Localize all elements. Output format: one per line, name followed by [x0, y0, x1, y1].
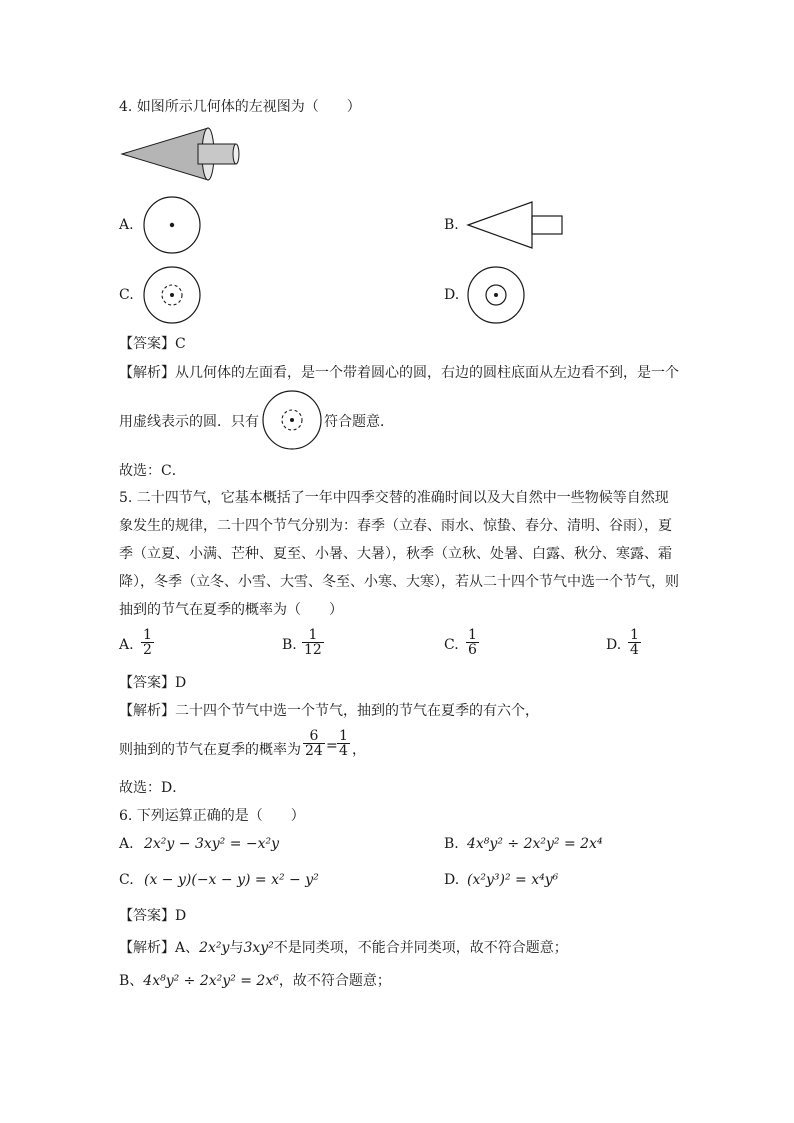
q6-analysis-a-mid: 与 [229, 940, 244, 956]
q5-option-a-label: A. [119, 637, 134, 653]
q5-stem-line3: 季（立夏、小满、芒种、夏至、小暑、大暑），秋季（立秋、处暑、白露、秋分、寒露、霜 [119, 546, 672, 562]
q5-analysis-frac1-num: 6 [309, 728, 319, 744]
q4-answer: 【答案】C [119, 336, 186, 352]
q4-analysis-line2b: 符合题意． [324, 414, 394, 430]
q6-option-c-label: C. [119, 872, 134, 888]
q5-answer: 【答案】D [119, 675, 187, 691]
q4-analysis-inline-figure [261, 389, 323, 451]
q6-option-d-expr: (x²y³)² = x⁴y⁶ [467, 872, 559, 888]
q4-option-d-label: D. [444, 287, 460, 303]
q5-stem-line2: 象发生的规律，二十四个节气分别为：春季（立春、雨水、惊蛰、春分、清明、谷雨），夏 [119, 518, 672, 534]
q5-option-a-den: 2 [143, 642, 152, 658]
q4-option-b-label: B. [444, 217, 459, 233]
q5-option-b-num: 1 [308, 627, 318, 643]
q5-analysis-fraction-1 [303, 729, 325, 758]
q5-option-c-label: C. [444, 637, 459, 653]
q5-option-d-den: 4 [630, 642, 639, 658]
q6-analysis-b-prefix: B、 [119, 973, 144, 989]
q6-option-a-expr: 2x²y − 3xy² = −x²y [144, 836, 280, 852]
q6-option-a-label: A. [119, 836, 134, 852]
q4-analysis-line2a: 用虚线表示的圆．只有 [119, 414, 259, 430]
q6-analysis-b-expr: 4x⁸y² ÷ 2x²y² = 2x⁶ [143, 973, 279, 989]
q6-option-c-expr: (x − y)(−x − y) = x² − y² [144, 872, 319, 888]
q6-analysis-a [119, 937, 568, 957]
q4-conclusion: 故选：C． [119, 463, 186, 479]
q5-option-d-num: 1 [630, 627, 639, 643]
q4-option-b-figure [466, 200, 566, 250]
q6-analysis-a-prefix: 【解析】A、 [119, 940, 200, 956]
q4-analysis-line1: 【解析】从几何体的左面看，是一个带着圆心的圆，右边的圆柱底面从左边看不到，是一个 [119, 365, 679, 381]
q5-option-c-fraction [466, 628, 479, 657]
q5-option-b-fraction [302, 628, 324, 657]
q6-analysis-b [119, 970, 391, 990]
q4-option-a-figure [142, 195, 202, 255]
q5-analysis-comma: ， [352, 742, 366, 758]
q6-analysis-a-suffix: 不是同类项，不能合并同类项，故不符合题意； [273, 940, 568, 956]
q5-stem-line1: 5. 二十四节气，它基本概括了一年中四季交替的准确时间以及大自然中一些物候等自然现 [119, 490, 669, 506]
q6-analysis-a-expr1: 2x²y [199, 940, 230, 956]
q6-answer: 【答案】D [119, 908, 187, 924]
q5-option-b-label: B. [282, 637, 297, 653]
q4-option-d-figure [466, 265, 526, 325]
q5-option-a-num: 1 [143, 627, 152, 643]
q4-option-a-label: A. [119, 217, 134, 233]
q5-option-d-fraction [628, 628, 641, 657]
q5-analysis-frac1-den: 24 [305, 743, 323, 759]
q6-stem: 6. 下列运算正确的是（ ） [119, 808, 305, 824]
q5-analysis-line1: 【解析】二十四个节气中选一个节气，抽到的节气在夏季的有六个， [119, 703, 539, 719]
q6-option-b-expr: 4x⁸y² ÷ 2x²y² = 2x⁴ [467, 836, 603, 852]
q4-option-c-figure [142, 265, 202, 325]
q5-stem-line5: 抽到的节气在夏季的概率为（ ） [119, 602, 343, 618]
q6-analysis-a-expr2: 3xy² [243, 940, 274, 956]
q5-analysis-frac2-num: 1 [339, 728, 348, 744]
q5-analysis-line2: 则抽到的节气在夏季的概率为 [119, 742, 301, 758]
q4-option-c-label: C. [119, 287, 134, 303]
q4-solid-figure [118, 124, 248, 188]
q5-analysis-fraction-2 [337, 729, 350, 758]
q5-option-a-fraction [141, 628, 154, 657]
q5-option-b-den: 12 [304, 642, 322, 658]
q4-stem: 4. 如图所示几何体的左视图为（ ） [119, 99, 361, 115]
q5-option-c-den: 6 [468, 642, 477, 658]
q5-analysis-equals: = [326, 738, 338, 754]
q5-option-c-num: 1 [468, 627, 477, 643]
q5-conclusion: 故选：D． [119, 780, 187, 796]
q5-option-d-label: D. [606, 637, 622, 653]
q6-option-b-label: B. [444, 836, 459, 852]
q5-analysis-frac2-den: 4 [339, 743, 348, 759]
q6-option-d-label: D. [444, 872, 460, 888]
q6-analysis-b-suffix: ，故不符合题意； [278, 973, 391, 989]
q5-stem-line4: 降），冬季（立冬、小雪、大雪、冬至、小寒、大寒），若从二十四个节气中选一个节气，则 [119, 574, 679, 590]
